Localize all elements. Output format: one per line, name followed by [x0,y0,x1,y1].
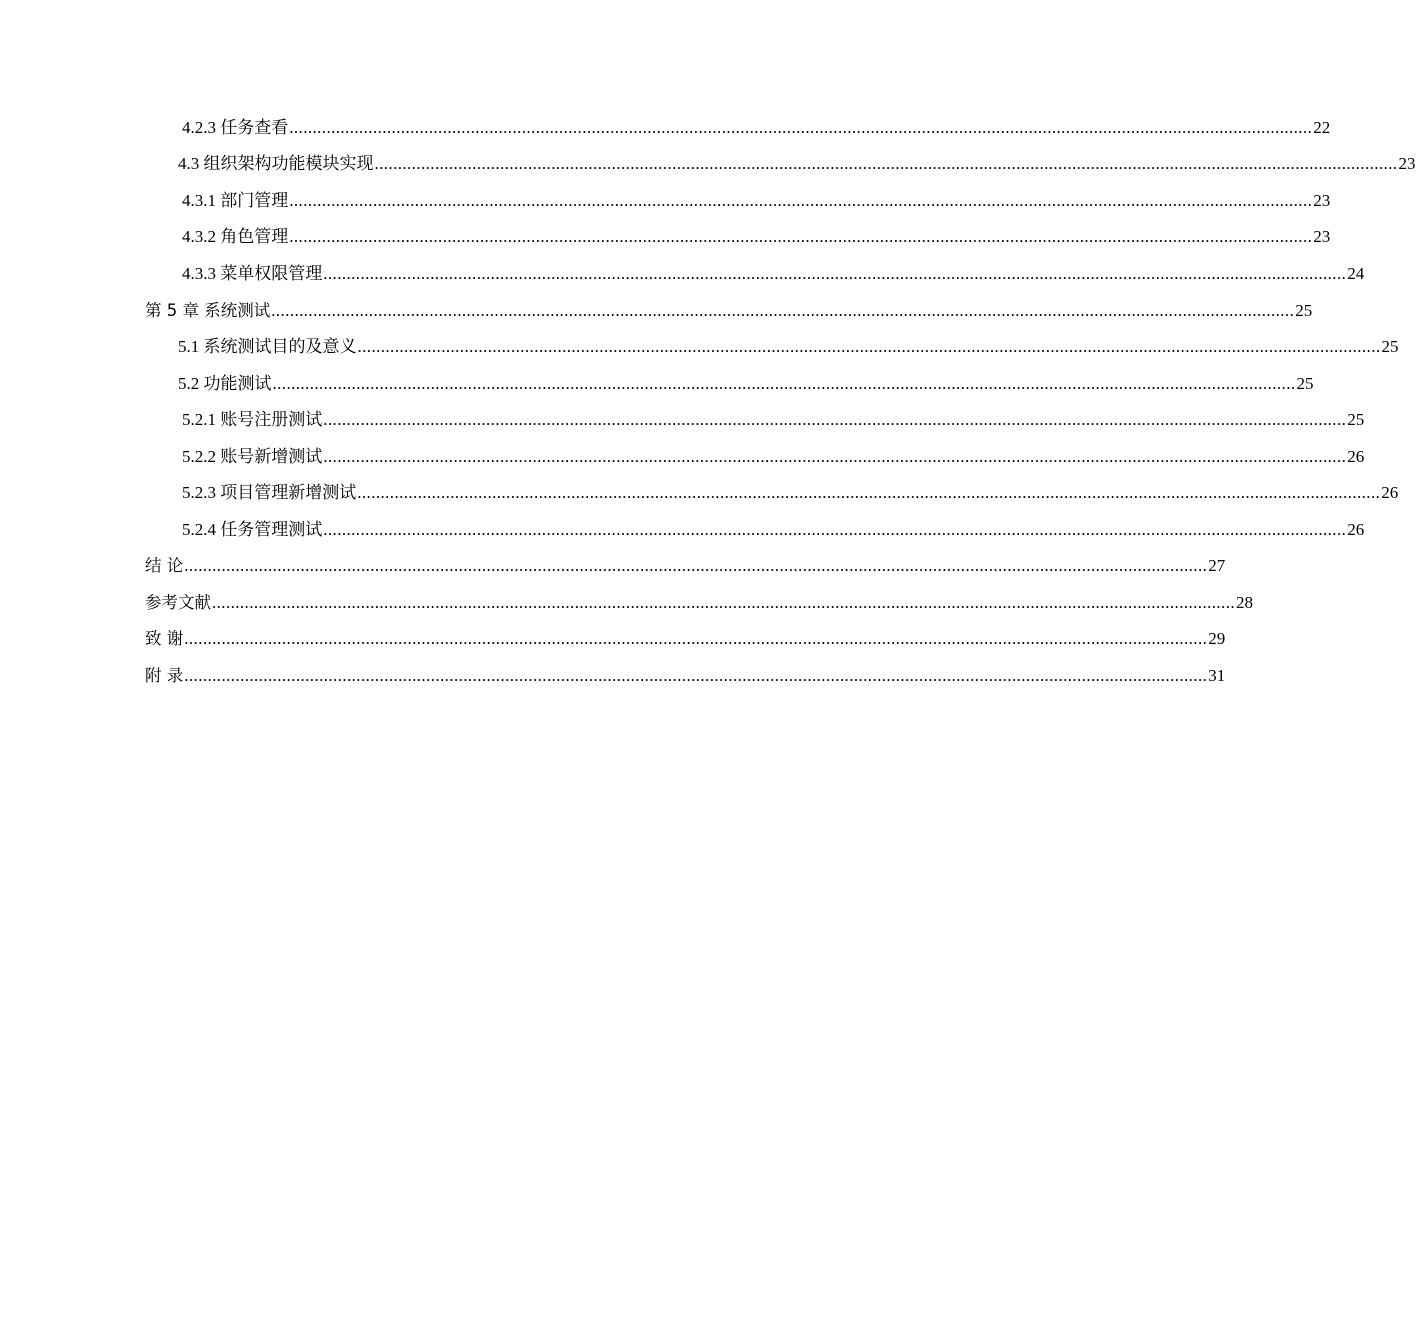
toc-leader-dots: ............................................................................................................................................................................................................................ [374,154,1398,173]
toc-entry-page: 23 [1398,154,1416,173]
toc-entry-title: 参考文献 [145,593,211,612]
toc-leader-dots: ............................................................................................................................................................................................................................ [184,556,1208,575]
toc-entry-page: 29 [1208,629,1226,648]
toc-leader-dots: ............................................................................................................................................................................................................................ [357,483,1381,502]
toc-entry-title: 5.2.2 账号新增测试 [182,447,323,466]
toc-leader-dots: ............................................................................................................................................................................................................................ [184,666,1208,685]
toc-entry[interactable] [182,478,1399,508]
toc-entry[interactable] [178,332,1399,362]
toc-leader-dots: ............................................................................................................................................................................................................................ [272,374,1296,393]
toc-entry[interactable] [182,113,1331,143]
toc-entry-title: 4.3.1 部门管理 [182,191,289,210]
toc-entry-page: 27 [1208,556,1226,575]
toc-entry[interactable] [182,405,1365,435]
toc-entry[interactable] [145,588,1253,618]
toc-entry-page: 25 [1296,374,1314,393]
toc-entry-title: 结 论 [145,556,184,575]
toc-entry-page: 26 [1381,483,1399,502]
toc-entry-page: 31 [1208,666,1226,685]
toc-entry[interactable] [182,259,1365,289]
toc-leader-dots: ............................................................................................................................................................................................................................ [357,337,1381,356]
toc-entry[interactable] [145,551,1226,581]
toc-entry[interactable] [182,222,1331,252]
toc-leader-dots: ............................................................................................................................................................................................................................ [271,301,1295,320]
toc-entry-title: 致 谢 [145,629,184,648]
toc-entry-page: 23 [1313,227,1331,246]
toc-entry-title: 4.2.3 任务查看 [182,118,289,137]
toc-leader-dots: ............................................................................................................................................................................................................................ [323,520,1347,539]
toc-entry[interactable] [145,296,1313,326]
toc-entry-page: 25 [1381,337,1399,356]
toc-entry-title: 5.2.3 项目管理新增测试 [182,483,357,502]
toc-entry[interactable] [145,661,1226,691]
toc-leader-dots: ............................................................................................................................................................................................................................ [289,227,1313,246]
toc-entry-title: 4.3.3 菜单权限管理 [182,264,323,283]
toc-entry-title: 5.2.1 账号注册测试 [182,410,323,429]
toc-entry-page: 26 [1347,447,1365,466]
toc-entry-page: 26 [1347,520,1365,539]
toc-entry-title: 4.3 组织架构功能模块实现 [178,154,374,173]
toc-entry-title: 第 5 章 系统测试 [145,301,271,320]
toc-entry-page: 23 [1313,191,1331,210]
toc-leader-dots: ............................................................................................................................................................................................................................ [184,629,1208,648]
toc-entry[interactable] [182,515,1365,545]
toc-leader-dots: ............................................................................................................................................................................................................................ [323,264,1347,283]
toc-entry-title: 4.3.2 角色管理 [182,227,289,246]
toc-entry-title: 附 录 [145,666,184,685]
toc-entry-page: 25 [1295,301,1313,320]
toc-entry-title: 5.2 功能测试 [178,374,272,393]
toc-entry[interactable] [182,442,1365,472]
toc-leader-dots: ............................................................................................................................................................................................................................ [289,191,1313,210]
toc-entry[interactable] [178,149,1416,179]
toc-entry[interactable] [145,624,1226,654]
toc-leader-dots: ............................................................................................................................................................................................................................ [323,410,1347,429]
toc-entry-page: 22 [1313,118,1331,137]
toc-entry-page: 25 [1347,410,1365,429]
toc-leader-dots: ............................................................................................................................................................................................................................ [212,593,1235,612]
toc-entry-title: 5.2.4 任务管理测试 [182,520,323,539]
toc-entry[interactable] [178,369,1314,399]
toc-entry-title: 5.1 系统测试目的及意义 [178,337,357,356]
toc-entry-page: 24 [1347,264,1365,283]
toc-leader-dots: ............................................................................................................................................................................................................................ [323,447,1347,466]
toc-entry-page: 28 [1236,593,1253,612]
toc-entry[interactable] [182,186,1331,216]
toc-leader-dots: ............................................................................................................................................................................................................................ [289,118,1313,137]
